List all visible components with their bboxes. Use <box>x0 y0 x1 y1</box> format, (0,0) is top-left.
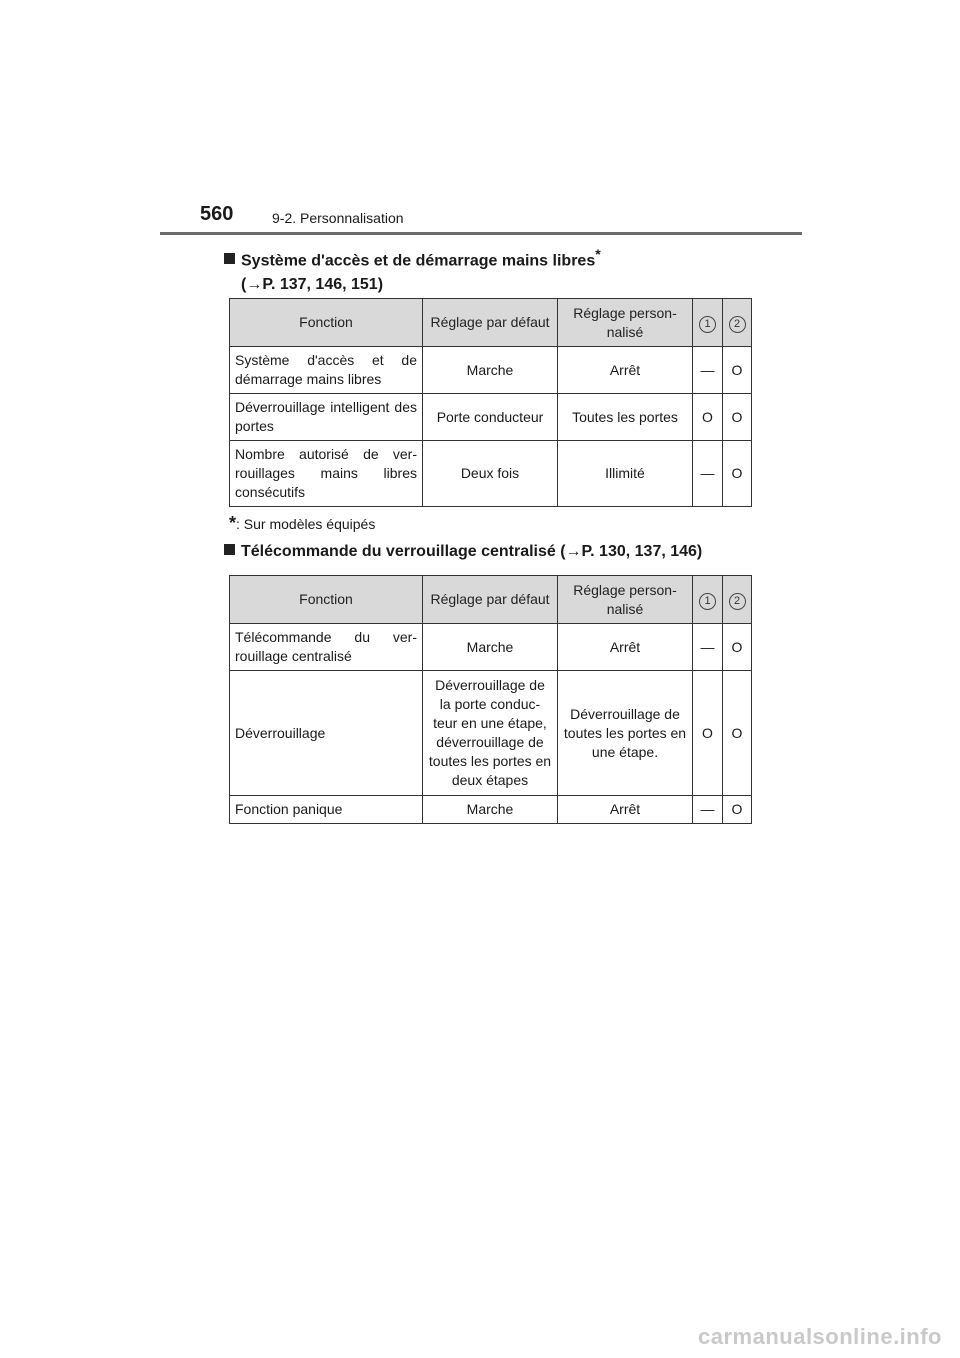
cell-function: Nombre autorisé de ver-rouillages mains libres consécutifs <box>230 441 423 507</box>
page-number: 560 <box>200 203 234 225</box>
circled-2-icon: 2 <box>729 316 746 333</box>
cell-col-2: O <box>723 671 752 796</box>
cell-function: Fonction panique <box>230 796 423 824</box>
header-col-2 <box>723 576 752 624</box>
circled-1-icon: 1 <box>699 593 716 610</box>
cell-default: Déverrouillage de la porte conduc-teur en une étape, déverrouillage de toutes les portes en deux étapes <box>423 671 558 796</box>
cell-col-1: O <box>693 394 723 441</box>
cell-col-1: O <box>693 671 723 796</box>
circled-1-icon: 1 <box>699 316 716 333</box>
table-row <box>230 671 752 796</box>
cell-col-2: O <box>723 441 752 507</box>
header-default-setting: Réglage par défaut <box>423 576 558 624</box>
cell-col-2: O <box>723 394 752 441</box>
cell-col-2: O <box>723 796 752 824</box>
table-header-row <box>230 299 752 347</box>
cell-default: Marche <box>423 796 558 824</box>
section2-title: Télécommande du verrouillage centralisé (→P. 130, 137, 146) <box>241 543 703 560</box>
cell-function: Système d'accès et de démarrage mains libres <box>230 347 423 394</box>
cell-custom: Arrêt <box>558 796 693 824</box>
header-function: Fonction <box>230 576 423 624</box>
cell-custom: Arrêt <box>558 624 693 671</box>
table-row <box>230 394 752 441</box>
cell-function: Déverrouillage intelligent des portes <box>230 394 423 441</box>
table-header-row <box>230 576 752 624</box>
cell-default: Marche <box>423 624 558 671</box>
table-row <box>230 347 752 394</box>
cell-function: Déverrouillage <box>230 671 423 796</box>
section-title: 9-2. Personnalisation <box>272 210 404 226</box>
cell-col-2: O <box>723 624 752 671</box>
footnote-mark: * <box>229 513 237 533</box>
section1-reference: (→P. 137, 146, 151) <box>241 276 384 294</box>
table-row <box>230 796 752 824</box>
header-function: Fonction <box>230 299 423 347</box>
cell-col-1: — <box>693 796 723 824</box>
header-rule <box>160 232 802 235</box>
square-bullet-icon <box>224 544 235 555</box>
table-remote-locking <box>229 575 752 824</box>
square-bullet-icon <box>224 253 235 264</box>
footnote <box>229 513 375 534</box>
cell-custom: Toutes les portes <box>558 394 693 441</box>
section1-title: Système d'accès et de démarrage mains libres <box>241 252 596 270</box>
header-custom-setting: Réglage person-nalisé <box>558 299 693 347</box>
cell-col-1: — <box>693 441 723 507</box>
section1-title-mark: * <box>595 246 601 262</box>
cell-function: Télécommande du ver-rouillage centralisé <box>230 624 423 671</box>
section1-heading <box>224 242 601 297</box>
cell-col-1: — <box>693 347 723 394</box>
watermark: carmanualsonline.info <box>698 1324 942 1349</box>
table-row <box>230 441 752 507</box>
cell-custom: Illimité <box>558 441 693 507</box>
section2-heading <box>224 540 702 564</box>
cell-col-2: O <box>723 347 752 394</box>
table-row <box>230 624 752 671</box>
cell-custom: Déverrouillage de toutes les portes en une étape. <box>558 671 693 796</box>
circled-2-icon: 2 <box>729 593 746 610</box>
header-default-setting: Réglage par défaut <box>423 299 558 347</box>
header-col-1 <box>693 299 723 347</box>
cell-default: Deux fois <box>423 441 558 507</box>
header-col-1 <box>693 576 723 624</box>
footnote-text: : Sur modèles équipés <box>236 516 376 532</box>
cell-col-1: — <box>693 624 723 671</box>
header-col-2 <box>723 299 752 347</box>
header-custom-setting: Réglage person-nalisé <box>558 576 693 624</box>
cell-default: Marche <box>423 347 558 394</box>
cell-custom: Arrêt <box>558 347 693 394</box>
table-hands-free-system <box>229 298 752 507</box>
cell-default: Porte conducteur <box>423 394 558 441</box>
